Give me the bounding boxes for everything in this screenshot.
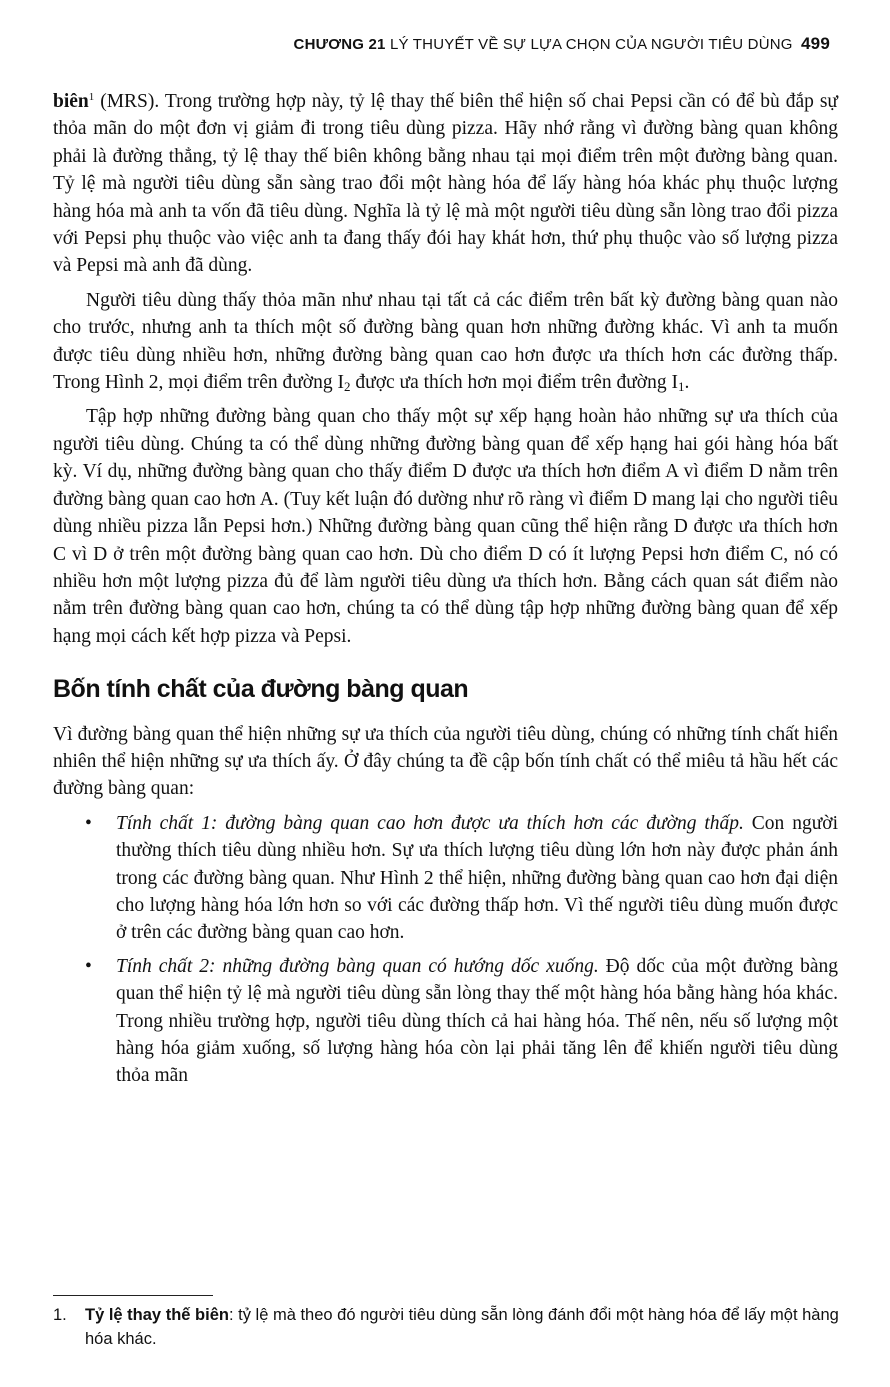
- page-number: 499: [801, 34, 830, 53]
- term-bien: biên: [53, 91, 89, 112]
- footnote-ref: 1: [88, 91, 95, 103]
- paragraph-intro-properties: Vì đường bàng quan thể hiện những sự ưa thích của người tiêu dùng, chúng có những tính chất hiển nhiên thể hiện những sự ưa thích ấy. Ở đây chúng ta đề cập bốn tính chất có thể miêu tả hầu hết các đường bàng quan:: [53, 723, 838, 800]
- footnote-term: Tỷ lệ thay thế biên: [85, 1306, 229, 1324]
- chapter-title: LÝ THUYẾT VỀ SỰ LỰA CHỌN CỦA NGƯỜI TIÊU DÙNG: [389, 36, 793, 53]
- footnote-number: 1.: [53, 1306, 67, 1324]
- property-text: Độ dốc của một đường bàng quan thể hiện tỷ lệ mà người tiêu dùng sẵn lòng thay thế một hàng hóa bằng hàng hóa khác. Trong nhiều trường hợp, người tiêu dùng thích cả hai hàng hóa. Thế nên, nếu số lượng một hàng hóa giảm xuống, số lượng hàng hóa còn lại phải tăng lên để khiến người tiêu dùng thỏa mãn: [116, 955, 839, 1087]
- bullet-icon: •: [85, 812, 92, 834]
- section-heading: Bốn tính chất của đường bàng quan: [53, 675, 469, 704]
- footnote-body: [53, 1303, 843, 1351]
- list-item: [53, 810, 838, 947]
- footnote-divider: [53, 1295, 213, 1296]
- property-title: Tính chất 1: đường bàng quan cao hơn được ưa thích hơn các đường thấp.: [116, 812, 744, 834]
- paragraph-mrs-text: (MRS). Trong trường hợp này, tỷ lệ thay thế biên thể hiện số chai Pepsi cần có để bù đắp sự thỏa mãn do một đơn vị giảm đi trong tiêu dùng pizza. Hãy nhớ rằng vì đường bàng quan không phải là đường thẳng, tỷ lệ thay thế biên không bằng nhau tại mọi điểm trên một đường bàng quan. Tỷ lệ mà người tiêu dùng sẵn sàng trao đổi một hàng hóa để lấy hàng hóa khác phụ thuộc lượng hàng hóa mà anh ta vốn đã tiêu dùng. Nghĩa là tỷ lệ mà một người tiêu dùng sẵn lòng trao đổi pizza với Pepsi phụ thuộc vào việc anh ta đang thấy đói hay khát hơn, thứ phụ thuộc vào số lượng pizza và Pepsi mà anh đã dùng.: [53, 91, 838, 277]
- paragraph-preferences-mid: được ưa thích hơn mọi điểm trên đường I: [350, 372, 678, 394]
- subscript-2: 2: [344, 379, 351, 395]
- page-body: [53, 88, 838, 1096]
- footnote: [53, 1303, 843, 1351]
- property-title: Tính chất 2: những đường bàng quan có hướng dốc xuống.: [116, 955, 599, 977]
- paragraph-ranking: Tập hợp những đường bàng quan cho thấy một sự xếp hạng hoàn hảo những sự ưa thích của người tiêu dùng. Chúng ta có thể dùng những đường bàng quan để xếp hạng hai gói hàng hóa bất kỳ. Ví dụ, những đường bàng quan cho thấy điểm D được ưa thích hơn điểm A vì điểm D nằm trên đường bàng quan cao hơn A. (Tuy kết luận đó dường như rõ ràng vì điểm D mang lại cho người tiêu dùng nhiều pizza lẫn Pepsi hơn.) Những đường bàng quan cũng thể hiện rằng D được ưa thích hơn C vì D ở trên một đường bàng quan cao hơn. Dù cho điểm D có ít lượng Pepsi hơn điểm C, nó có nhiều hơn một lượng pizza đủ để làm người tiêu dùng ưa thích hơn. Bằng cách quan sát điểm nào nằm trên đường bàng quan cao hơn, chúng ta có thể dùng tập hợp những đường bàng quan để xếp hạng mọi cách kết hợp pizza và Pepsi.: [53, 406, 838, 647]
- paragraph-mrs: [53, 88, 838, 280]
- properties-list: [53, 810, 838, 1090]
- list-item: [53, 953, 838, 1090]
- chapter-label: CHƯƠNG 21: [293, 36, 386, 53]
- subscript-1: 1: [677, 379, 685, 395]
- footnote-text: : tỷ lệ mà theo đó người tiêu dùng sẵn lòng đánh đổi một hàng hóa để lấy một hàng hóa khác.: [85, 1306, 839, 1348]
- bullet-icon: •: [85, 955, 92, 977]
- property-text: Con người thường thích tiêu dùng nhiều hơn. Sự ưa thích lượng tiêu dùng lớn hơn này được phản ánh trong các đường bàng quan. Như Hình 2 thể hiện, những đường bàng quan cao hơn đại diện cho lượng hàng hóa lớn hơn so với các đường thấp hơn. Vì thế người tiêu dùng muốn được ở trên các đường bàng quan cao hơn.: [116, 812, 838, 944]
- running-header: [0, 34, 830, 54]
- paragraph-preferences-end: .: [684, 372, 690, 394]
- paragraph-preferences: [53, 287, 838, 397]
- paragraph-preferences-text: Người tiêu dùng thấy thỏa mãn như nhau tại tất cả các điểm trên bất kỳ đường bàng quan nào cho trước, nhưng anh ta thích một số đường bàng quan hơn những đường khác. Vì anh ta muốn được tiêu dùng nhiều hơn, những đường bàng quan cao hơn được ưa thích hơn các đường thấp. Trong Hình 2, mọi điểm trên đường I: [53, 289, 838, 394]
